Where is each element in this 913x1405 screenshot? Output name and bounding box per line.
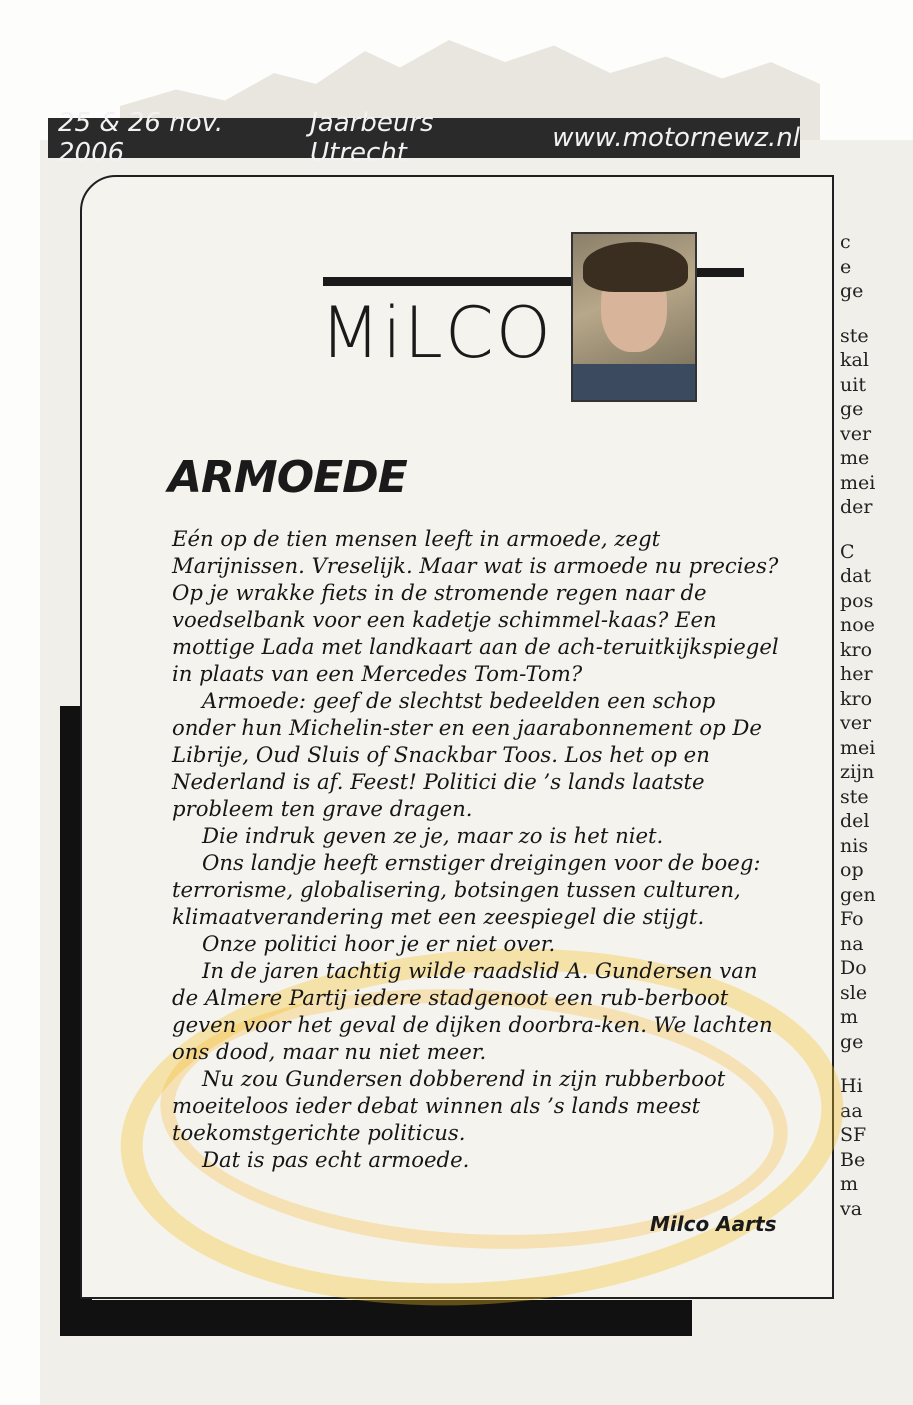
column-fragment: gen	[840, 883, 876, 906]
paragraph: Dat is pas echt armoede.	[202, 1147, 470, 1172]
column-fragment: sle	[840, 981, 868, 1004]
paragraph: Armoede: geef de slechtst bedeelden een schop onder hun Michelin-ster en een jaarabonnement op De Librije, Oud Sluis of Snackbar Toos. Los het op en Nederland is af. Feest! Politici die ’s lands laatste probleem ten grave dragen.	[172, 688, 762, 821]
column-fragment: kro	[840, 638, 873, 661]
column-fragment: kro	[840, 687, 873, 710]
column-fragment: zijn	[840, 761, 875, 783]
column-fragment: der	[840, 496, 873, 518]
logo-rule-left	[323, 277, 573, 286]
header-website: www.motornewz.nl	[552, 123, 800, 153]
photo-hair	[583, 242, 688, 292]
column-fragment: Do	[840, 957, 867, 979]
column-fragment: pos	[840, 589, 874, 612]
column-fragment: ver	[840, 422, 872, 445]
column-fragment: noe	[840, 614, 875, 636]
column-fragment: ge	[840, 280, 864, 302]
adjacent-column-fragments	[840, 230, 900, 1221]
column-fragment: ge	[840, 398, 864, 420]
column-fragment: dat	[840, 565, 872, 587]
photo-shirt	[573, 364, 697, 402]
column-fragment: del	[840, 810, 870, 832]
column-fragment: Hi	[840, 1075, 863, 1097]
paragraph: Onze politici hoor je er niet over.	[202, 931, 556, 956]
header-date: 25 & 26 nov. 2006	[58, 108, 224, 168]
header-bar	[48, 108, 800, 168]
logo-rule-right	[694, 268, 744, 277]
column-fragment: m	[840, 1006, 859, 1028]
headline: ARMOEDE	[168, 452, 407, 503]
column-fragment: op	[840, 859, 864, 881]
paragraph: Nu zou Gundersen dobberend in zijn rubberboot moeiteloos ieder debat winnen als ’s lands meest toekomstgerichte politicus.	[172, 1066, 726, 1145]
author-photo	[571, 232, 697, 402]
column-fragment: her	[840, 663, 873, 685]
paragraph: Die indruk geven ze je, maar zo is het niet.	[202, 823, 664, 848]
column-fragment: c	[840, 231, 851, 253]
column-fragment: me	[840, 447, 870, 469]
column-fragment: m	[840, 1173, 859, 1195]
column-fragment: Be	[840, 1148, 866, 1171]
paragraph: Ons landje heeft ernstiger dreigingen voor de boeg: terrorisme, globalisering, botsingen tussen culturen, klimaatverandering met een zeespiegel die stijgt.	[172, 850, 761, 929]
column-fragment: nis	[840, 834, 869, 857]
column-fragment: ver	[840, 712, 872, 734]
column-fragment: kal	[840, 349, 869, 371]
column-fragment: Fo	[840, 908, 864, 930]
paragraph: In de jaren tachtig wilde raadslid A. Gundersen van de Almere Partij iedere stadgenoot een rub-berboot geven voor het geval de dijken doorbra-ken. We lachten ons dood, maar nu niet meer.	[172, 958, 773, 1064]
column-fragment: mei	[840, 471, 876, 494]
column-fragment: e	[840, 255, 852, 278]
column-fragment: ste	[840, 324, 869, 347]
column-fragment: ge	[840, 1030, 864, 1053]
column-fragment: va	[840, 1197, 863, 1220]
paragraph: Eén op de tien mensen leeft in armoede, zegt Marijnissen. Vreselijk. Maar wat is armoede nu precies? Op je wrakke fiets in de stromende regen naar de voedselbank voor een kadetje schimmel-kaas? Een mottige Lada met landkaart aan de ach-teruitkijkspiegel in plaats van een Mercedes Tom-Tom?	[172, 526, 779, 686]
column-fragment: uit	[840, 373, 866, 396]
header-venue: Jaarbeurs Utrecht	[310, 108, 434, 168]
column-logo: MiLCO	[320, 292, 553, 374]
column-fragment: mei	[840, 736, 876, 759]
author-signature: Milco Aarts	[650, 1212, 777, 1236]
column-fragment: C	[840, 540, 855, 563]
column-fragment: SF	[840, 1124, 867, 1146]
column-fragment: ste	[840, 785, 869, 808]
column-fragment: aa	[840, 1099, 863, 1122]
column-fragment: na	[840, 932, 864, 955]
black-bottom-bar	[60, 1300, 692, 1336]
column-body	[172, 525, 782, 1173]
